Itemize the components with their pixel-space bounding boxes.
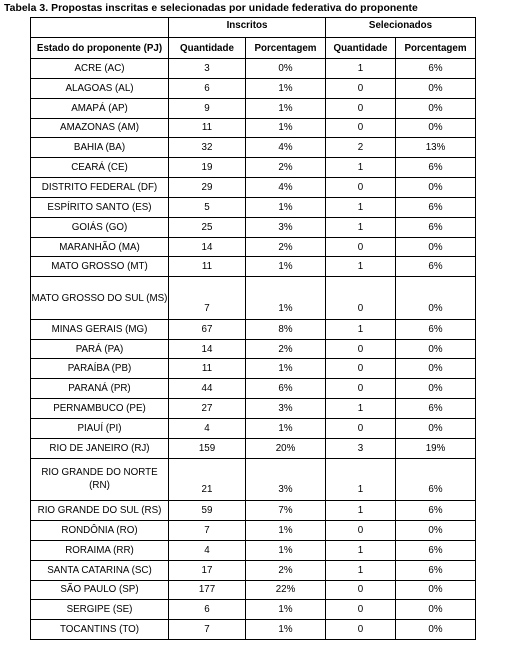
column-header-selecionados-porcentagem: Porcentagem xyxy=(396,38,476,59)
state-cell: PERNAMBUCO (PE) xyxy=(31,399,169,419)
state-cell: GOIÁS (GO) xyxy=(31,217,169,237)
empty-header-cell xyxy=(31,18,169,38)
inscritos-porcentagem-cell: 3% xyxy=(246,399,326,419)
table-row xyxy=(31,257,476,277)
selecionados-porcentagem-cell: 6% xyxy=(396,540,476,560)
selecionados-quantidade-cell: 3 xyxy=(326,438,396,458)
proposals-by-state-table xyxy=(30,17,476,640)
state-cell: MINAS GERAIS (MG) xyxy=(31,319,169,339)
state-cell: RONDÔNIA (RO) xyxy=(31,521,169,541)
selecionados-porcentagem-cell: 0% xyxy=(396,277,476,320)
selecionados-quantidade-cell: 1 xyxy=(326,560,396,580)
inscritos-quantidade-cell: 177 xyxy=(169,580,246,600)
inscritos-porcentagem-cell: 2% xyxy=(246,237,326,257)
selecionados-quantidade-cell: 0 xyxy=(326,98,396,118)
selecionados-quantidade-cell: 2 xyxy=(326,138,396,158)
state-cell: ACRE (AC) xyxy=(31,59,169,79)
selecionados-porcentagem-cell: 13% xyxy=(396,138,476,158)
inscritos-porcentagem-cell: 2% xyxy=(246,339,326,359)
inscritos-porcentagem-cell: 3% xyxy=(246,217,326,237)
inscritos-porcentagem-cell: 22% xyxy=(246,580,326,600)
state-cell: AMAPÁ (AP) xyxy=(31,98,169,118)
column-header-inscritos-porcentagem: Porcentagem xyxy=(246,38,326,59)
inscritos-porcentagem-cell: 1% xyxy=(246,521,326,541)
inscritos-porcentagem-cell: 1% xyxy=(246,540,326,560)
selecionados-quantidade-cell: 0 xyxy=(326,359,396,379)
state-cell: DISTRITO FEDERAL (DF) xyxy=(31,178,169,198)
inscritos-quantidade-cell: 11 xyxy=(169,118,246,138)
table-row xyxy=(31,78,476,98)
inscritos-quantidade-cell: 11 xyxy=(169,359,246,379)
state-cell: RIO GRANDE DO NORTE (RN) xyxy=(31,458,169,501)
selecionados-porcentagem-cell: 0% xyxy=(396,379,476,399)
inscritos-porcentagem-cell: 4% xyxy=(246,138,326,158)
state-cell: CEARÁ (CE) xyxy=(31,158,169,178)
inscritos-quantidade-cell: 3 xyxy=(169,59,246,79)
inscritos-quantidade-cell: 29 xyxy=(169,178,246,198)
inscritos-quantidade-cell: 4 xyxy=(169,419,246,439)
state-cell: TOCANTINS (TO) xyxy=(31,620,169,640)
inscritos-quantidade-cell: 5 xyxy=(169,197,246,217)
inscritos-porcentagem-cell: 1% xyxy=(246,197,326,217)
table-row xyxy=(31,59,476,79)
selecionados-porcentagem-cell: 6% xyxy=(396,560,476,580)
selecionados-porcentagem-cell: 6% xyxy=(396,257,476,277)
selecionados-quantidade-cell: 1 xyxy=(326,399,396,419)
state-cell: AMAZONAS (AM) xyxy=(31,118,169,138)
inscritos-porcentagem-cell: 2% xyxy=(246,560,326,580)
selecionados-quantidade-cell: 0 xyxy=(326,419,396,439)
selecionados-porcentagem-cell: 0% xyxy=(396,359,476,379)
selecionados-quantidade-cell: 1 xyxy=(326,458,396,501)
inscritos-porcentagem-cell: 6% xyxy=(246,379,326,399)
selecionados-porcentagem-cell: 6% xyxy=(396,217,476,237)
table-row xyxy=(31,458,476,501)
inscritos-quantidade-cell: 32 xyxy=(169,138,246,158)
inscritos-quantidade-cell: 9 xyxy=(169,98,246,118)
state-cell: PARAÍBA (PB) xyxy=(31,359,169,379)
selecionados-group-header: Selecionados xyxy=(326,18,476,38)
inscritos-quantidade-cell: 7 xyxy=(169,620,246,640)
table-row xyxy=(31,118,476,138)
inscritos-porcentagem-cell: 1% xyxy=(246,277,326,320)
selecionados-porcentagem-cell: 0% xyxy=(396,339,476,359)
inscritos-quantidade-cell: 14 xyxy=(169,237,246,257)
inscritos-porcentagem-cell: 1% xyxy=(246,600,326,620)
state-cell: ESPÍRITO SANTO (ES) xyxy=(31,197,169,217)
selecionados-quantidade-cell: 1 xyxy=(326,158,396,178)
state-cell: PIAUÍ (PI) xyxy=(31,419,169,439)
column-header-inscritos-quantidade: Quantidade xyxy=(169,38,246,59)
inscritos-porcentagem-cell: 8% xyxy=(246,319,326,339)
selecionados-porcentagem-cell: 6% xyxy=(396,399,476,419)
inscritos-quantidade-cell: 21 xyxy=(169,458,246,501)
selecionados-porcentagem-cell: 6% xyxy=(396,319,476,339)
inscritos-quantidade-cell: 17 xyxy=(169,560,246,580)
table-row xyxy=(31,359,476,379)
table-row xyxy=(31,319,476,339)
table-row xyxy=(31,138,476,158)
table-body xyxy=(31,59,476,640)
table-row xyxy=(31,580,476,600)
table-row xyxy=(31,501,476,521)
selecionados-porcentagem-cell: 6% xyxy=(396,197,476,217)
table-row xyxy=(31,339,476,359)
selecionados-quantidade-cell: 0 xyxy=(326,600,396,620)
state-cell: ALAGOAS (AL) xyxy=(31,78,169,98)
selecionados-porcentagem-cell: 0% xyxy=(396,98,476,118)
table-row xyxy=(31,419,476,439)
table-row xyxy=(31,540,476,560)
state-cell: BAHIA (BA) xyxy=(31,138,169,158)
inscritos-porcentagem-cell: 1% xyxy=(246,359,326,379)
selecionados-quantidade-cell: 1 xyxy=(326,257,396,277)
selecionados-quantidade-cell: 0 xyxy=(326,178,396,198)
table-row xyxy=(31,277,476,320)
inscritos-porcentagem-cell: 20% xyxy=(246,438,326,458)
table-row xyxy=(31,197,476,217)
inscritos-porcentagem-cell: 0% xyxy=(246,59,326,79)
state-cell: SERGIPE (SE) xyxy=(31,600,169,620)
table-row xyxy=(31,600,476,620)
selecionados-porcentagem-cell: 0% xyxy=(396,521,476,541)
table-row xyxy=(31,158,476,178)
state-cell: SANTA CATARINA (SC) xyxy=(31,560,169,580)
column-header-state: Estado do proponente (PJ) xyxy=(31,38,169,59)
selecionados-porcentagem-cell: 0% xyxy=(396,600,476,620)
state-cell: MATO GROSSO (MT) xyxy=(31,257,169,277)
state-cell: PARANÁ (PR) xyxy=(31,379,169,399)
selecionados-porcentagem-cell: 0% xyxy=(396,78,476,98)
selecionados-quantidade-cell: 0 xyxy=(326,580,396,600)
selecionados-quantidade-cell: 0 xyxy=(326,339,396,359)
state-cell: MATO GROSSO DO SUL (MS) xyxy=(31,277,169,320)
selecionados-porcentagem-cell: 0% xyxy=(396,620,476,640)
inscritos-quantidade-cell: 44 xyxy=(169,379,246,399)
table-row xyxy=(31,379,476,399)
selecionados-quantidade-cell: 1 xyxy=(326,319,396,339)
table-caption: Tabela 3. Propostas inscritas e selecionadas por unidade federativa do proponente xyxy=(4,3,418,14)
selecionados-quantidade-cell: 1 xyxy=(326,197,396,217)
inscritos-quantidade-cell: 7 xyxy=(169,277,246,320)
selecionados-porcentagem-cell: 0% xyxy=(396,580,476,600)
selecionados-quantidade-cell: 0 xyxy=(326,78,396,98)
state-cell: RORAIMA (RR) xyxy=(31,540,169,560)
selecionados-porcentagem-cell: 0% xyxy=(396,178,476,198)
inscritos-quantidade-cell: 25 xyxy=(169,217,246,237)
table-row xyxy=(31,399,476,419)
inscritos-quantidade-cell: 59 xyxy=(169,501,246,521)
column-header-row xyxy=(31,38,476,59)
table-row xyxy=(31,178,476,198)
inscritos-quantidade-cell: 67 xyxy=(169,319,246,339)
selecionados-porcentagem-cell: 0% xyxy=(396,118,476,138)
state-cell: PARÁ (PA) xyxy=(31,339,169,359)
selecionados-porcentagem-cell: 6% xyxy=(396,501,476,521)
state-cell: SÃO PAULO (SP) xyxy=(31,580,169,600)
selecionados-quantidade-cell: 1 xyxy=(326,501,396,521)
inscritos-porcentagem-cell: 4% xyxy=(246,178,326,198)
inscritos-quantidade-cell: 14 xyxy=(169,339,246,359)
state-cell: RIO DE JANEIRO (RJ) xyxy=(31,438,169,458)
inscritos-porcentagem-cell: 3% xyxy=(246,458,326,501)
selecionados-porcentagem-cell: 0% xyxy=(396,237,476,257)
selecionados-quantidade-cell: 0 xyxy=(326,379,396,399)
selecionados-quantidade-cell: 0 xyxy=(326,521,396,541)
inscritos-porcentagem-cell: 7% xyxy=(246,501,326,521)
selecionados-porcentagem-cell: 6% xyxy=(396,458,476,501)
table-row xyxy=(31,98,476,118)
inscritos-group-header: Inscritos xyxy=(169,18,326,38)
table-row xyxy=(31,560,476,580)
selecionados-quantidade-cell: 0 xyxy=(326,277,396,320)
table-row xyxy=(31,620,476,640)
selecionados-porcentagem-cell: 19% xyxy=(396,438,476,458)
group-header-row xyxy=(31,18,476,38)
inscritos-porcentagem-cell: 1% xyxy=(246,257,326,277)
selecionados-quantidade-cell: 1 xyxy=(326,217,396,237)
inscritos-quantidade-cell: 4 xyxy=(169,540,246,560)
state-cell: MARANHÃO (MA) xyxy=(31,237,169,257)
column-header-selecionados-quantidade: Quantidade xyxy=(326,38,396,59)
inscritos-porcentagem-cell: 1% xyxy=(246,78,326,98)
table-row xyxy=(31,521,476,541)
inscritos-quantidade-cell: 6 xyxy=(169,78,246,98)
selecionados-porcentagem-cell: 6% xyxy=(396,158,476,178)
inscritos-quantidade-cell: 159 xyxy=(169,438,246,458)
selecionados-porcentagem-cell: 0% xyxy=(396,419,476,439)
selecionados-quantidade-cell: 0 xyxy=(326,118,396,138)
selecionados-quantidade-cell: 0 xyxy=(326,620,396,640)
table-row xyxy=(31,237,476,257)
inscritos-porcentagem-cell: 2% xyxy=(246,158,326,178)
inscritos-porcentagem-cell: 1% xyxy=(246,620,326,640)
selecionados-porcentagem-cell: 6% xyxy=(396,59,476,79)
table-row xyxy=(31,217,476,237)
inscritos-porcentagem-cell: 1% xyxy=(246,118,326,138)
selecionados-quantidade-cell: 0 xyxy=(326,237,396,257)
inscritos-quantidade-cell: 7 xyxy=(169,521,246,541)
selecionados-quantidade-cell: 1 xyxy=(326,59,396,79)
selecionados-quantidade-cell: 1 xyxy=(326,540,396,560)
inscritos-quantidade-cell: 11 xyxy=(169,257,246,277)
inscritos-porcentagem-cell: 1% xyxy=(246,98,326,118)
inscritos-quantidade-cell: 6 xyxy=(169,600,246,620)
state-cell: RIO GRANDE DO SUL (RS) xyxy=(31,501,169,521)
inscritos-quantidade-cell: 19 xyxy=(169,158,246,178)
table-row xyxy=(31,438,476,458)
inscritos-porcentagem-cell: 1% xyxy=(246,419,326,439)
inscritos-quantidade-cell: 27 xyxy=(169,399,246,419)
